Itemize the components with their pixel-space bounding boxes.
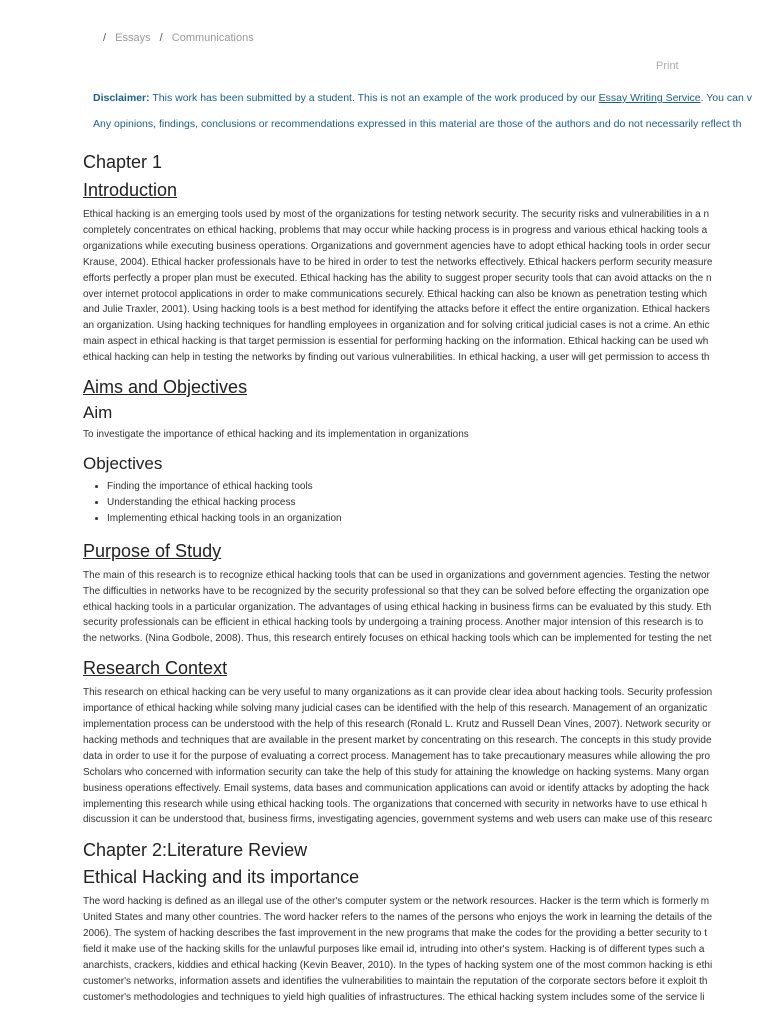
paragraph-line: efforts perfectly a proper plan must be executed. Ethical hacking has the ability to suggest proper security tools that can avoid attacks on the n (83, 272, 712, 284)
paragraph-line: ethical hacking can help in testing the networks by finding out various vulnerabilities. In ethical hacking, a user will get permission to access th (83, 352, 710, 364)
disclaimer-text: This work has been submitted by a student. This is not an example of the work produced by our (152, 92, 596, 104)
disclaimer-line-1 (93, 92, 752, 104)
paragraph-line: Krause, 2004). Ethical hacker professionals have to be hired in order to test the networks effectively. Ethical hackers perform security measure (83, 256, 713, 268)
essay-writing-service-link[interactable]: Essay Writing Service (598, 92, 701, 104)
chapter-1-heading: Chapter 1 (83, 152, 163, 172)
paragraph-line: Scholars who concerned with information security can take the help of this study for attaining the knowledge on hacking systems. Many organ (83, 766, 709, 778)
aims-objectives-heading: Aims and Objectives (83, 377, 248, 398)
paragraph-line: implementing this research while using ethical hacking tools. The organizations that concerned with security in networks have to use ethical h (83, 798, 708, 810)
breadcrumb-separator: / (103, 32, 107, 44)
breadcrumb-link-communications[interactable]: Communications (171, 32, 254, 44)
paragraph-line: customer's networks, information assets and identifies the vulnerabilities to maintain the reputation of the corporate sectors before it exploit th (83, 975, 708, 987)
breadcrumb-link-essays[interactable]: Essays (115, 32, 151, 44)
ethical-hacking-importance-heading: Ethical Hacking and its importance (83, 867, 360, 888)
paragraph-line: business operations effectively. Email systems, data bases and communication applications can avoid or identify attacks by adopting the hack (83, 782, 710, 794)
paragraph-line: security professionals can be efficient in ethical hacking tools by undergoing a training process. Another major intension of this research is to (83, 617, 704, 629)
list-item: • Implementing ethical hacking tools in an organization (107, 511, 713, 527)
disclaimer-line-2: Any opinions, findings, conclusions or recommendations expressed in this material are those of the authors and do not necessarily reflect th (93, 118, 742, 130)
paragraph-line: importance of ethical hacking while solving many judicial cases can be identified with the help of this research. Management of an organizatic (83, 703, 708, 715)
disclaimer-tail: . You can v (700, 92, 752, 104)
breadcrumb-separator: / (159, 32, 163, 44)
paragraph-line: an organization. Using hacking techniques for handling employees in organization and for solving critical judicial cases is not a crime. An ethic (83, 320, 710, 332)
paragraph-line: The main of this research is to recognize ethical hacking tools that can be used in organizations and government agencies. Testing the networ (83, 569, 710, 581)
paragraph-line: implementation process can be understood with the help of this research (Ronald L. Krutz and Russell Dean Vines, 2007). Network security or (83, 719, 711, 731)
breadcrumb (103, 32, 260, 44)
paragraph-line: field it make use of the hacking skills for the unlawful purposes like email id, intruding into other's system. Hacking is of different types such a (83, 944, 705, 956)
paragraph-line: completely concentrates on ethical hacking, problems that may occur while hacking process is in progress and various ethical hacking tools a (83, 224, 708, 236)
article-content (83, 150, 713, 1006)
disclaimer-label: Disclaimer: (93, 92, 150, 104)
paragraph-line: This research on ethical hacking can be very useful to many organizations as it can provide clear idea about hacking tools. Security profession (83, 687, 713, 699)
paragraph-line: ethical hacking tools in a particular organization. The advantages of using ethical hacking in business firms can be evaluated by this study. Eth (83, 601, 712, 613)
paragraph-line: customer's methodologies and techniques to yield high qualities of infrastructures. The ethical hacking system includes some of the service li (83, 991, 705, 1003)
objectives-heading: Objectives (83, 453, 163, 473)
ethical-hacking-paragraph (83, 894, 713, 1005)
research-context-heading: Research Context (83, 658, 228, 679)
aim-heading: Aim (83, 403, 113, 423)
aim-text: To investigate the importance of ethical hacking and its implementation in organizations (83, 429, 469, 441)
introduction-heading: Introduction (83, 180, 178, 200)
paragraph-line: main aspect in ethical hacking is that target permission is essential for performing hacking on the information. Ethical hacking can be used wh (83, 336, 709, 348)
paragraph-line: and Julie Traxler, 2001). Using hacking tools is a best method for identifying the attacks before it effect the entire organization. Ethical hackers (83, 304, 710, 316)
paragraph-line: The difficulties in networks have to be recognized by the security professional so that they can be solved before effecting the organization ope (83, 585, 710, 597)
paragraph-line: over internet protocol applications in order to make communications securely. Ethical hacking can also be known as penetration testing which (83, 288, 708, 300)
aim-paragraph (83, 427, 713, 443)
paragraph-line: the networks. (Nina Godbole, 2008). Thus, this research entirely focuses on ethical hacking tools which can be implemented for testing the net (83, 633, 712, 645)
purpose-paragraph (83, 568, 713, 648)
objectives-list (83, 479, 713, 527)
paragraph-line: United States and many other countries. The word hacker refers to the names of the persons who enjoys the work in learning the details of the (83, 912, 713, 924)
paragraph-line: The word hacking is defined as an illegal use of the other's computer system or the network resources. Hacker is the term which is formerly m (83, 896, 710, 908)
disclaimer-box (93, 92, 752, 144)
list-item: • Finding the importance of ethical hacking tools (107, 479, 713, 495)
paragraph-line: data in order to use it for the purpose of evaluating a correct process. Management has to take precautionary measures while allowing the pro (83, 750, 711, 762)
paragraph-line: discussion it can be understood that, business firms, investigating agencies, government systems and web users can make use of this researc (83, 814, 713, 826)
introduction-paragraph (83, 207, 713, 366)
list-item: • Understanding the ethical hacking process (107, 495, 713, 511)
paragraph-line: Ethical hacking is an emerging tools used by most of the organizations for testing network security. The security risks and vulnerabilities in a n (83, 209, 710, 220)
chapter-2-heading: Chapter 2:Literature Review (83, 840, 308, 861)
print-button[interactable]: Print (656, 60, 679, 72)
purpose-of-study-heading: Purpose of Study (83, 540, 222, 561)
paragraph-line: anarchists, crackers, kiddies and ethical hacking (Kevin Beaver, 2010). In the types of hacking system one of the most common hacking is ethi (83, 960, 713, 971)
paragraph-line: hacking methods and techniques that are available in the present market by concentrating on this research. The concepts in this study provide (83, 734, 712, 746)
research-context-paragraph (83, 685, 713, 828)
paragraph-line: organizations while executing business operations. Organizations and government agencies have to adopt ethical hacking tools in order secur (83, 240, 711, 252)
paragraph-line: 2006). The system of hacking describes the fast improvement in the new programs that make the codes for the providing a better security to t (83, 928, 708, 940)
